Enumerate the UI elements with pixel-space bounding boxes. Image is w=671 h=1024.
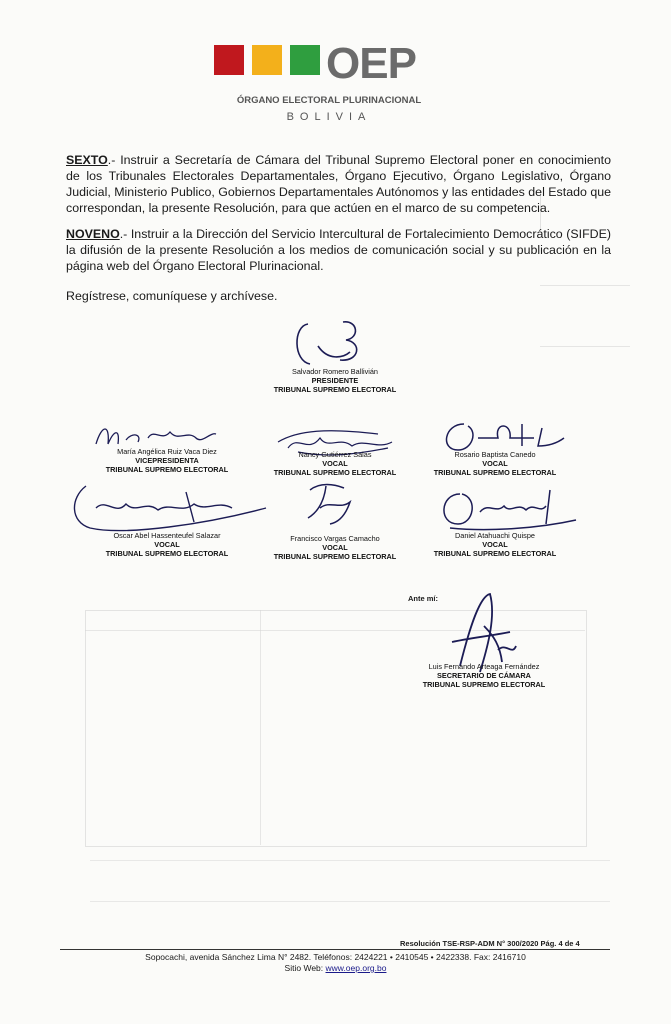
signatory-institution: TRIBUNAL SUPREMO ELECTORAL: [105, 465, 229, 474]
signatory-canedo: [415, 450, 575, 477]
logo-red-square: [214, 45, 244, 75]
signatory-role: SECRETARIO DE CÁMARA: [437, 671, 531, 680]
signatory-role: VOCAL: [154, 540, 180, 549]
signatory-name: Salvador Romero Ballivián: [292, 367, 378, 376]
signatory-institution: TRIBUNAL SUPREMO ELECTORAL: [422, 680, 546, 689]
signatory-role: VOCAL: [322, 459, 348, 468]
website-link[interactable]: www.oep.org.bo: [325, 963, 387, 973]
signatory-hassenteufel: [82, 531, 252, 558]
signature-hassenteufel: [66, 478, 276, 538]
logo-green-square: [290, 45, 320, 75]
signatory-name: Luis Fernando Arteaga Fernández: [428, 662, 540, 671]
noveno-text: .- Instruir a la Dirección del Servicio Intercultural de Fortalecimiento Democrático (SIFDE) la difusión de la presente Resolución a los medios de comunicación social y su publicación en la página web del Órgano Electoral Plurinacional.: [66, 227, 611, 273]
signatory-role: VOCAL: [482, 540, 508, 549]
closing-line: Regístrese, comuníquese y archívese.: [66, 289, 278, 303]
signatory-role: VOCAL: [322, 543, 348, 552]
org-name: ÓRGANO ELECTORAL PLURINACIONAL: [236, 95, 422, 106]
signatory-atahuachi: [415, 531, 575, 558]
signatory-name: Daniel Atahuachi Quispe: [455, 531, 535, 540]
signatory-institution: TRIBUNAL SUPREMO ELECTORAL: [433, 549, 557, 558]
logo-brand-text: OEP: [326, 39, 416, 88]
signatory-name: María Angélica Ruiz Vaca Diez: [117, 447, 217, 456]
signatory-vargas: [255, 534, 415, 561]
signatory-role: VICEPRESIDENTA: [135, 456, 199, 465]
signatory-institution: TRIBUNAL SUPREMO ELECTORAL: [273, 468, 397, 477]
signatory-institution: TRIBUNAL SUPREMO ELECTORAL: [105, 549, 229, 558]
show-through-decoration: [90, 860, 610, 902]
signature-vargas: [300, 478, 360, 528]
signatory-secretary: [404, 662, 564, 689]
signatory-institution: TRIBUNAL SUPREMO ELECTORAL: [273, 552, 397, 561]
signatory-name: Rosario Baptista Canedo: [454, 450, 536, 459]
signatory-gutierrez: [255, 450, 415, 477]
sexto-label: SEXTO: [66, 153, 108, 167]
ante-mi-label: Ante mí:: [408, 594, 438, 603]
signatory-name: Oscar Abel Hassenteufel Salazar: [113, 531, 221, 540]
sexto-text: .- Instruir a Secretaría de Cámara del Tribunal Supremo Electoral poner en conocimiento de los Tribunales Electorales Departamentales, Órgano Ejecutivo, Órgano Legislativo, Órgano Judicial, Ministerio Publico, Gobiernos Departamentales Autónomos y las entidades del Estado que correspondan, la presente Resolución, para que actúen en el marco de su competencia.: [66, 153, 611, 215]
country-name: BOLIVIA: [286, 111, 372, 123]
signature-atahuachi: [430, 484, 580, 534]
footer-divider: [60, 949, 610, 950]
footer-address: Sopocachi, avenida Sánchez Lima N° 2482. Teléfonos: 2424221 • 2410545 • 2422338. Fax: 2416710: [145, 952, 526, 962]
sexto-paragraph: [66, 152, 611, 216]
website-label: Sitio Web:: [284, 963, 326, 973]
signatory-name: Nancy Gutiérrez Salas: [298, 450, 372, 459]
footer-website: [0, 963, 671, 974]
signatory-institution: TRIBUNAL SUPREMO ELECTORAL: [433, 468, 557, 477]
signatory-president: [255, 367, 415, 394]
noveno-paragraph: [66, 226, 611, 274]
show-through-decoration: [260, 610, 262, 845]
signatory-name: Francisco Vargas Camacho: [290, 534, 380, 543]
signatory-vice: [82, 447, 252, 474]
signatory-role: PRESIDENTE: [311, 376, 359, 385]
footer-contact: [0, 952, 671, 974]
resolution-reference: Resolución TSE-RSP-ADM N° 300/2020 Pág. 4 de 4: [400, 939, 580, 948]
signatory-institution: TRIBUNAL SUPREMO ELECTORAL: [273, 385, 397, 394]
signatory-role: VOCAL: [482, 459, 508, 468]
logo-yellow-square: [252, 45, 282, 75]
noveno-label: NOVENO: [66, 227, 120, 241]
oep-logo: [214, 39, 454, 135]
